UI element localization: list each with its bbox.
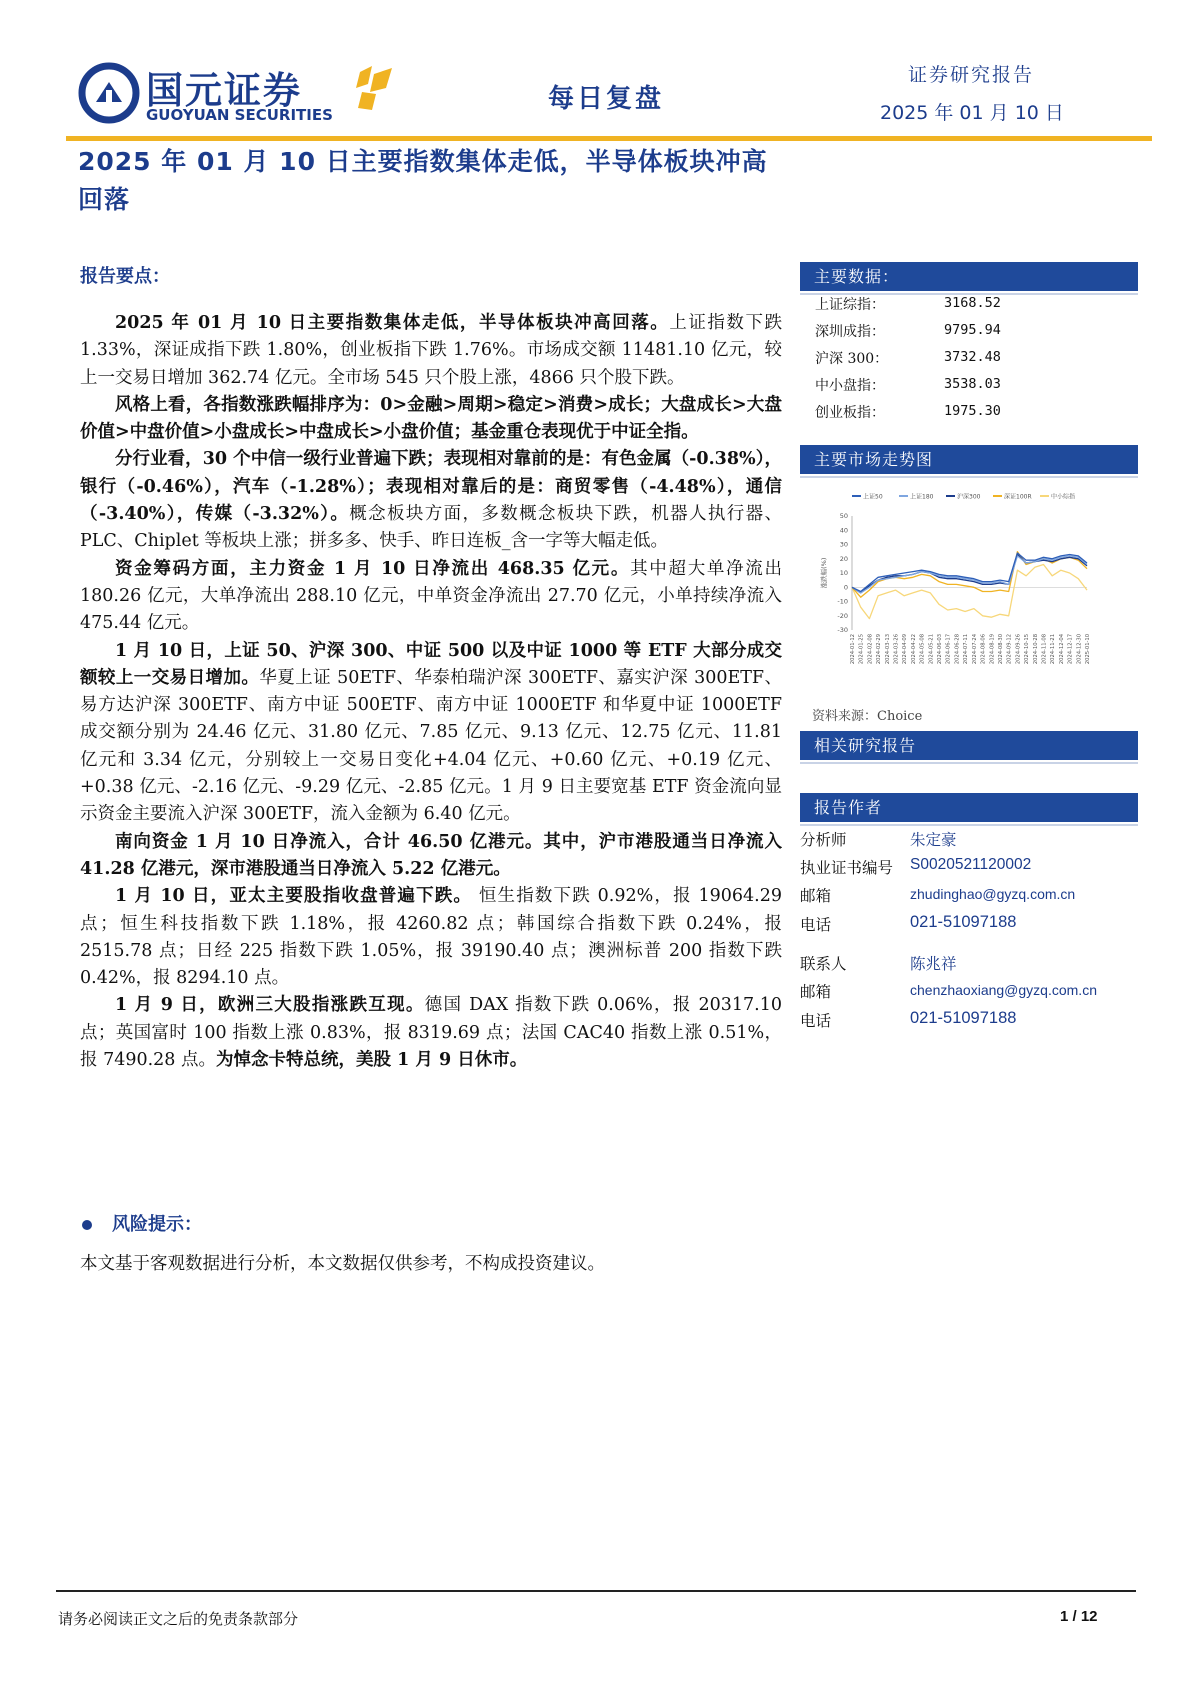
report-date: 2025 年 01 月 10 日	[880, 102, 1064, 124]
summary-paragraph-3: 分行业看，30 个中信一级行业普遍下跌；表现相对靠前的是：有色金属（-0.38%），银行（-0.46%），汽车（-1.28%）；表现相对靠后的是：商贸零售（-4.48%），通信（-3.40%），传媒（-3.32%）。概念板块方面，多数概念板块下跌，机器人执行器、PLC、Chiplet 等板块上涨；拼多多、快手、昨日连板_含一字等大幅走低。	[80, 449, 783, 552]
x-tick-label: 2024-06-17	[945, 634, 952, 665]
author-label: 邮箱	[800, 887, 832, 905]
bullet-icon	[82, 1220, 92, 1230]
logo-star-icon	[348, 64, 398, 112]
contact-email[interactable]: chenzhaoxiang@gyzq.com.cn	[910, 982, 1097, 998]
document-type: 每日复盘	[548, 84, 665, 114]
x-tick-label: 2024-08-06	[980, 634, 987, 665]
x-tick-label: 2024-02-29	[876, 634, 883, 665]
x-tick-label: 2024-11-08	[1041, 634, 1048, 665]
key-data-value: 9795.94	[944, 322, 1001, 338]
chart-header: 主要市场走势图	[800, 445, 1138, 474]
author-label: 邮箱	[800, 983, 832, 1001]
y-tick-label: 50	[839, 512, 848, 520]
key-data-value: 1975.30	[944, 403, 1001, 419]
x-tick-label: 2024-10-15	[1024, 634, 1031, 665]
legend-label: 上证180	[910, 493, 934, 501]
key-data-label: 沪深 300：	[815, 351, 889, 367]
x-tick-label: 2024-09-12	[1006, 634, 1013, 665]
key-data-header: 主要数据：	[800, 262, 1138, 291]
legend-label: 上证50	[863, 493, 883, 501]
footer-divider	[56, 1590, 1136, 1592]
summary-heading: 报告要点：	[80, 266, 170, 287]
key-data-value: 3732.48	[944, 349, 1001, 365]
x-tick-label: 2024-07-11	[963, 634, 970, 665]
x-tick-label: 2024-06-03	[937, 634, 944, 665]
summary-paragraph-6: 南向资金 1 月 10 日净流入，合计 46.50 亿港元。其中，沪市港股通当日净流入 41.28 亿港元，深市港股通当日净流入 5.22 亿港元。	[80, 831, 782, 879]
x-tick-label: 2024-04-09	[902, 634, 909, 665]
chart-source: 资料来源：Choice	[812, 709, 923, 724]
x-tick-label: 2024-07-24	[971, 634, 978, 665]
summary-paragraph-2: 风格上看，各指数涨跌幅排序为：0>金融>周期>稳定>消费>成长；大盘成长>大盘价值>中盘价值>小盘成长>中盘成长>小盘价值；基金重仓表现优于中证全指。	[80, 394, 782, 443]
key-data-label: 上证综指：	[815, 297, 885, 313]
legend-label: 中小综指	[1051, 493, 1076, 501]
analyst-email[interactable]: zhudinghao@gyzq.com.cn	[910, 886, 1076, 902]
logo-emblem-icon	[78, 62, 140, 124]
related-reports-header: 相关研究报告	[800, 731, 1138, 760]
legend-label: 深证100R	[1004, 493, 1032, 501]
x-tick-label: 2024-04-22	[910, 634, 917, 665]
y-tick-label: 20	[839, 554, 848, 563]
x-tick-label: 2024-05-21	[928, 634, 935, 665]
key-data-value: 3168.52	[944, 295, 1001, 311]
x-tick-label: 2024-08-19	[989, 634, 996, 665]
summary-paragraph-1: 2025 年 01 月 10 日主要指数集体走低，半导体板块冲高回落。上证指数下跌 1.33%，深证成指下跌 1.80%，创业板指下跌 1.76%。市场成交额 11481.10 亿元，较上一交易日增加 362.74 亿元。全市场 545 只个股上涨，4866 只个股下跌。	[80, 313, 783, 388]
logo-text-en: GUOYUAN SECURITIES	[146, 106, 333, 124]
contact-phone: 021-51097188	[910, 1009, 1017, 1027]
x-tick-label: 2024-02-08	[867, 634, 874, 665]
y-tick-label: -20	[837, 611, 848, 620]
x-tick-label: 2024-06-28	[954, 634, 961, 665]
x-tick-label: 2024-11-21	[1050, 634, 1057, 665]
x-tick-label: 2024-01-12	[850, 634, 856, 665]
x-tick-label: 2025-01-10	[1085, 634, 1091, 665]
y-tick-label: 10	[839, 569, 848, 577]
legend-label: 沪深300	[957, 493, 981, 501]
summary-body	[80, 310, 782, 1074]
logo-text-cn: 国元证券	[146, 69, 302, 112]
risk-heading: 风险提示：	[82, 1210, 202, 1236]
x-tick-label: 2024-08-30	[997, 634, 1004, 665]
author-label: 电话	[800, 916, 832, 934]
header-divider	[66, 136, 1152, 141]
x-tick-label: 2024-09-26	[1015, 634, 1022, 665]
summary-paragraph-5: 1 月 10 日，上证 50、沪深 300、中证 500 以及中证 1000 等 ETF 大部分成交额较上一交易日增加。华夏上证 50ETF、华泰柏瑞沪深 300ETF、嘉实沪深 300ETF、易方达沪深 300ETF、南方中证 500ETF、南方中证 1000ETF 和华夏中证 1000ETF 成交额分别为 24.46 亿元、31.80 亿元、7.85 亿元、9.13 亿元、12.75 亿元、11.81 亿元和 3.34 亿元，分别较上一交易日变化+4.04 亿元、+0.60 亿元、+0.19 亿元、+0.38 亿元、-2.16 亿元、-9.29 亿元、-2.85 亿元。1 月 9 日主要宽基 ETF 资金流向显示资金主要流入沪深 300ETF，流入金额为 6.40 亿元。	[80, 640, 783, 825]
x-tick-label: 2024-10-28	[1032, 634, 1039, 665]
y-tick-label: 40	[839, 526, 848, 535]
y-axis-label: 涨跌幅(%)	[820, 557, 828, 589]
summary-paragraph-8: 1 月 9 日，欧洲三大股指涨跌互现。德国 DAX 指数下跌 0.06%，报 20317.10 点；英国富时 100 指数上涨 0.83%，报 8319.69 点；法国 CAC40 指数上涨 0.51%，报 7490.28 点。为悼念卡特总统，美股 1 月 9 日休市。	[80, 995, 782, 1071]
summary-paragraph-4: 资金筹码方面，主力资金 1 月 10 日净流出 468.35 亿元。其中超大单净流出 180.26 亿元，大单净流出 288.10 亿元，中单资金净流出 27.70 亿元，小单持续净流入 475.44 亿元。	[80, 558, 783, 634]
y-tick-label: 30	[839, 540, 848, 549]
key-data-label: 创业板指：	[815, 405, 885, 421]
x-tick-label: 2024-12-04	[1058, 634, 1065, 665]
report-type: 证券研究报告	[908, 64, 1035, 86]
x-tick-label: 2024-03-26	[893, 634, 900, 665]
y-tick-label: 0	[843, 583, 848, 592]
key-data-label: 中小盘指：	[815, 378, 885, 394]
risk-text: 本文基于客观数据进行分析，本文数据仅供参考，不构成投资建议。	[80, 1254, 605, 1274]
y-tick-label: -30	[837, 626, 848, 634]
author-header: 报告作者	[800, 793, 1138, 822]
y-tick-label: -10	[837, 597, 848, 606]
analyst-name: 朱定豪	[910, 831, 957, 849]
author-label: 执业证书编号	[800, 859, 894, 877]
x-tick-label: 2024-12-30	[1076, 634, 1083, 665]
key-data-value: 3538.03	[944, 376, 1001, 392]
footer-disclaimer: 请务必阅读正文之后的免责条款部分	[58, 1610, 299, 1628]
x-tick-label: 2024-03-13	[884, 634, 891, 665]
license-number: S0020521120002	[910, 856, 1032, 873]
author-label: 分析师	[800, 831, 847, 849]
x-tick-label: 2024-01-25	[858, 634, 865, 665]
series-line-中小综指	[852, 565, 1087, 619]
page-number: 1 / 12	[1060, 1608, 1098, 1625]
market-trend-chart	[812, 488, 1092, 698]
summary-paragraph-7: 1 月 10 日，亚太主要股指收盘普遍下跌。 恒生指数下跌 0.92%，报 19064.29 点；恒生科技指数下跌 1.18%，报 4260.82 点；韩国综合指数下跌 0.24%，报 2515.78 点；日经 225 指数下跌 1.05%，报 39190.40 点；澳洲标普 200 指数下跌 0.42%，报 8294.10 点。	[80, 886, 782, 989]
key-data-label: 深圳成指：	[815, 324, 885, 340]
page-title: 2025 年 01 月 10 日主要指数集体走低，半导体板块冲高回落	[78, 147, 768, 214]
company-logo	[78, 62, 408, 132]
author-label: 电话	[800, 1012, 832, 1030]
analyst-phone: 021-51097188	[910, 913, 1017, 931]
series-line-上证50	[852, 553, 1087, 592]
contact-name: 陈兆祥	[910, 955, 957, 973]
x-tick-label: 2024-05-08	[919, 634, 926, 665]
author-label: 联系人	[800, 955, 847, 973]
x-tick-label: 2024-12-17	[1067, 634, 1074, 665]
